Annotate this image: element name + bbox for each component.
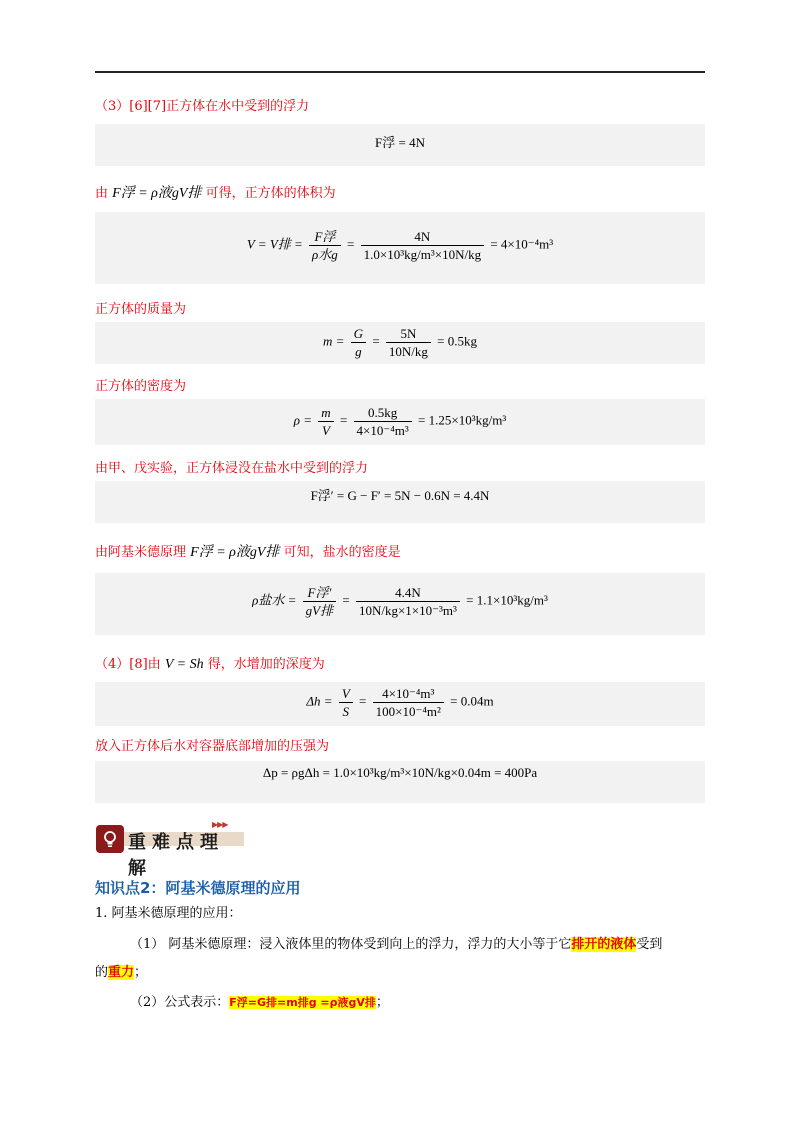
equation-mass: m = $\frac{G}{g}$ = $\frac{5N}{10N/kg}$ = 0.5kg xyxy=(323,326,477,359)
equation-pressure: Δp = ρgΔh = 1.0×10³kg/m³×10N/kg×0.04m = 400Pa xyxy=(262,765,538,780)
equation-density: ρ = $\frac{m}{V}$ = $\frac{0.5kg}{\text{4×10⁻⁴m³}}$ = 1.25×10³kg/m³ xyxy=(293,405,507,438)
point1-line2: 的重力； xyxy=(95,965,148,980)
point1-line1: （1） 阿基米德原理：浸入液体里的物体受到向上的浮力，浮力的大小等于它排开的液体受到 xyxy=(130,937,663,952)
knowledge-item-1: 1. 阿基米德原理的应用： xyxy=(95,906,242,921)
banner-title: 重难点理解 xyxy=(128,832,224,879)
highlight-gravity: 重力 xyxy=(108,965,135,980)
density-label: 正方体的密度为 xyxy=(95,379,187,394)
point2-line: （2）公式表示：F浮=G排=m排g =ρ液gV排； xyxy=(130,995,389,1010)
pressure-label: 放入正方体后水对容器底部增加的压强为 xyxy=(95,739,330,754)
saltwater-label: 由甲、戊实验，正方体浸没在盐水中受到的浮力 xyxy=(95,461,369,476)
highlight-displaced-liquid: 排开的液体 xyxy=(571,937,637,952)
lightbulb-icon xyxy=(96,825,124,853)
volume-intro: 由 F浮 = ρ液gV排 可得，正方体的体积为 xyxy=(95,186,336,201)
inline-formula-buoyancy: F浮 = ρ液gV排 xyxy=(112,186,202,201)
equation-box-buoyancy xyxy=(95,124,705,166)
section3-label: （3）[6][7]正方体在水中受到的浮力 xyxy=(95,99,310,114)
equation-saltwater-density: ρ盐水 = $\frac{\text{F浮′}}{\text{gV排}}$ = $\frac{4.4N}{\text{10N/kg×1×10⁻³m³}}$ = 1.1×10³kg/m³ xyxy=(252,585,548,618)
equation-box-depth xyxy=(95,682,705,726)
equation-volume: V = V排 = $\frac{\text{F浮}}{\text{ρ水g}}$ = $\frac{4N}{\text{1.0×10³kg/m³×10N/kg}}$ = 4×10⁻⁴m³ xyxy=(246,229,554,262)
equation-saltwater: F浮′ = G − F′ = 5N − 0.6N = 4.4N xyxy=(310,488,490,503)
knowledge-heading: 知识点2：阿基米德原理的应用 xyxy=(95,879,301,897)
mass-label: 正方体的质量为 xyxy=(95,302,187,317)
equation-box-volume xyxy=(95,212,705,284)
arrows-icon: ▶▶▶ xyxy=(212,820,228,829)
inline-formula-archimedes: F浮 = ρ液gV排 xyxy=(190,545,280,560)
equation-box-density xyxy=(95,399,705,445)
inline-formula-volume: V = Sh xyxy=(164,657,204,672)
header-rule xyxy=(95,71,705,73)
equation-box-saltwater-density xyxy=(95,573,705,635)
highlight-formula: F浮=G排=m排g =ρ液gV排 xyxy=(229,996,376,1009)
section4-label: （4）[8]由 V = Sh 得，水增加的深度为 xyxy=(95,657,325,672)
equation-buoyancy: F浮 = 4N xyxy=(375,135,425,150)
equation-depth: Δh = $\frac{V}{S}$ = $\frac{\text{4×10⁻⁴m³}}{\text{100×10⁻⁴m²}}$ = 0.04m xyxy=(306,686,494,719)
equation-box-pressure xyxy=(95,761,705,803)
equation-box-saltwater xyxy=(95,481,705,523)
section-banner xyxy=(96,820,246,879)
equation-box-mass xyxy=(95,322,705,364)
archimedes-intro: 由阿基米德原理 F浮 = ρ液gV排 可知，盐水的密度是 xyxy=(95,545,401,560)
